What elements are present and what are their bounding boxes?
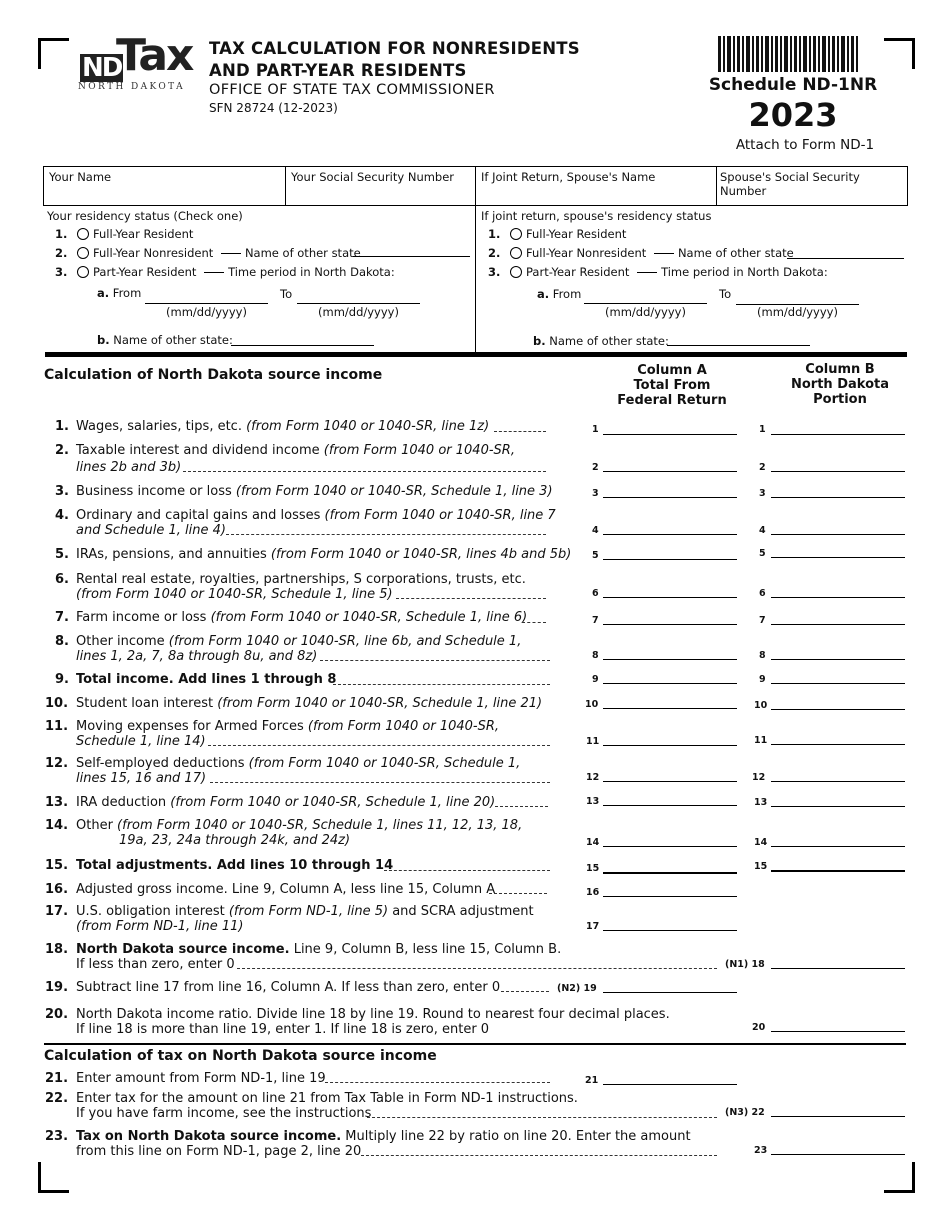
- line-source: (from Form 1040 or 1040-SR, line 1z): [246, 419, 490, 434]
- radio-full-year-resident[interactable]: [77, 228, 89, 240]
- leader-dots: [489, 893, 547, 894]
- line-12-cont: [76, 771, 206, 786]
- line-20: [45, 1007, 670, 1022]
- line-text: Multiply line 22 by ratio on line 20. Enter the amount: [341, 1129, 691, 1144]
- line-7-column-b-input[interactable]: [771, 624, 905, 625]
- line-13-column-a-input[interactable]: [603, 805, 737, 806]
- line-6-cont: [76, 587, 393, 602]
- line-source: (from Form 1040 or 1040-SR, Schedule 1, line 5): [76, 587, 393, 602]
- line-source: (from Form 1040 or 1040-SR,: [307, 719, 500, 734]
- option-number: 3.: [55, 265, 68, 279]
- box-number: 11: [754, 735, 768, 746]
- line-11-column-a-input[interactable]: [603, 745, 737, 746]
- leader-dots: [210, 782, 550, 783]
- line-text: Rental real estate, royalties, partnerships, S corporations, trusts, etc.: [76, 572, 526, 587]
- leader-dots: [183, 471, 546, 472]
- residency-option-3[interactable]: [55, 265, 395, 279]
- leader-dots: [495, 806, 548, 807]
- box-number: 7: [592, 615, 599, 626]
- box-number: 23: [754, 1145, 768, 1156]
- leader-dots: [208, 745, 550, 746]
- box-number: 2: [759, 462, 766, 473]
- line-text: and SCRA adjustment: [388, 904, 534, 919]
- line-source: lines 2b and 3b): [76, 460, 182, 475]
- line-source: (from Form 1040 or 1040-SR, line 7: [324, 508, 556, 523]
- b-label: b.: [97, 333, 110, 347]
- corner-mark-top-right: [884, 38, 915, 69]
- box-number: 9: [592, 674, 599, 685]
- office-name: OFFICE OF STATE TAX COMMISSIONER: [209, 82, 495, 98]
- line-10-column-a-input[interactable]: [603, 708, 737, 709]
- line-source: (from Form 1040 or 1040-SR, Schedule 1, lines 11, 12, 13, 18,: [117, 818, 523, 833]
- line-19: [45, 980, 500, 995]
- leader-dots: [361, 1155, 717, 1156]
- line-text: Business income or loss: [76, 484, 236, 499]
- line-14-column-b-input[interactable]: [771, 846, 905, 847]
- spouse-from-date-input[interactable]: [584, 303, 707, 304]
- line-12: [45, 756, 520, 771]
- line-11: [45, 719, 499, 734]
- line-3-column-a-input[interactable]: [603, 497, 737, 498]
- line-8-column-b-input[interactable]: [771, 659, 905, 660]
- line-number: 17.: [45, 904, 69, 919]
- column-b-line2: North Dakota: [791, 377, 889, 392]
- line-4-column-b-input[interactable]: [771, 534, 905, 535]
- line-text: Self-employed deductions: [76, 756, 249, 771]
- barcode: [718, 36, 858, 72]
- leader-dots: [384, 870, 550, 871]
- line-21: [45, 1071, 326, 1086]
- residency-heading: Your residency status (Check one): [47, 209, 243, 223]
- sfn-number: SFN 28724 (12-2023): [209, 101, 338, 115]
- line-1: [55, 419, 489, 434]
- line-source: (from Form 1040 or 1040-SR,: [323, 443, 515, 458]
- line-number: 9.: [55, 672, 69, 687]
- line-13-column-b-input[interactable]: [771, 806, 905, 807]
- box-number: 2: [592, 462, 599, 473]
- line-text: Subtract line 17 from line 16, Column A. If less than zero, enter 0: [76, 980, 501, 995]
- line-5-column-a-input[interactable]: [603, 559, 737, 560]
- line-number: 14.: [45, 818, 69, 833]
- line-text: Total adjustments. Add lines 10 through 14: [76, 858, 394, 873]
- box-number: 4: [592, 525, 599, 536]
- spouse-residency-option-3[interactable]: [488, 265, 828, 279]
- column-b-line3: Portion: [813, 392, 867, 407]
- line-source: and Schedule 1, line 4): [76, 523, 226, 538]
- leader-dots: [522, 622, 546, 623]
- other-state-label: [97, 333, 233, 347]
- spouse-part-year-other-state-input[interactable]: [667, 345, 810, 346]
- line-number: 16.: [45, 882, 69, 897]
- line-number: 10.: [45, 696, 69, 711]
- from-text: From: [112, 286, 142, 300]
- line-number: 8.: [55, 634, 69, 649]
- line-text: U.S. obligation interest: [76, 904, 229, 919]
- a-label: a.: [97, 286, 110, 300]
- corner-mark-top-left: [38, 38, 69, 69]
- line-source: lines 1, 2a, 7, 8a through 8u, and 8z): [76, 649, 318, 664]
- box-number: 11: [586, 736, 600, 747]
- line-5: [55, 547, 571, 562]
- box-number: 3: [759, 488, 766, 499]
- box-number: 16: [586, 887, 600, 898]
- part-year-other-state-input[interactable]: [231, 345, 374, 346]
- line-17-cont: [76, 919, 243, 934]
- box-number: 15: [586, 863, 600, 874]
- residency-thick-rule: [45, 352, 907, 357]
- other-state-input[interactable]: [353, 256, 470, 257]
- leader-dots: [320, 660, 550, 661]
- line-17-column-a-input[interactable]: [603, 930, 737, 931]
- line-number: 22.: [45, 1091, 69, 1106]
- line-number: 13.: [45, 795, 69, 810]
- residency-option-1[interactable]: [55, 227, 193, 241]
- line-text: If line 18 is more than line 19, enter 1. If line 18 is zero, enter 0: [76, 1022, 490, 1037]
- line-15-column-a-input[interactable]: [603, 872, 737, 874]
- line-4-cont: [76, 523, 226, 538]
- logo-tax-text: Tax: [116, 30, 193, 81]
- spouse-residency-option-2[interactable]: [488, 246, 794, 260]
- radio-full-year-nonresident[interactable]: [77, 247, 89, 259]
- line-number: 4.: [55, 508, 69, 523]
- line-14: [45, 818, 522, 833]
- line-8-column-a-input[interactable]: [603, 659, 737, 660]
- other-state-text: Name of other state:: [549, 334, 669, 348]
- line-12-column-a-input[interactable]: [603, 781, 737, 782]
- your-ssn-field[interactable]: Your Social Security Number: [291, 170, 455, 184]
- line-6: [55, 572, 526, 587]
- box-number: 21: [585, 1075, 599, 1086]
- line-text: Enter amount from Form ND-1, line 19: [76, 1071, 326, 1086]
- line-text: Other: [76, 818, 118, 833]
- line-22: [45, 1091, 578, 1106]
- line-6-column-a-input[interactable]: [603, 597, 737, 598]
- box-number: 12: [752, 772, 766, 783]
- line-text: North Dakota income ratio. Divide line 18 by line 19. Round to nearest four decimal places.: [76, 1007, 670, 1022]
- line-text: Moving expenses for Armed Forces: [76, 719, 308, 734]
- divider: [285, 166, 286, 206]
- b-label: b.: [533, 334, 546, 348]
- box-number: 20: [752, 1022, 766, 1033]
- line-text: If you have farm income, see the instructions: [76, 1106, 372, 1121]
- corner-mark-bottom-left: [38, 1162, 69, 1193]
- line-2-column-a-input[interactable]: [603, 471, 737, 472]
- radio-spouse-full-year-resident[interactable]: [510, 228, 522, 240]
- line-9-column-b-input[interactable]: [771, 683, 905, 684]
- line-23: [45, 1129, 691, 1144]
- a-label: a.: [537, 287, 550, 301]
- box-number: (N3) 22: [725, 1107, 765, 1118]
- line-text: Enter tax for the amount on line 21 from Tax Table in Form ND-1 instructions.: [76, 1091, 578, 1106]
- section-tax-heading: Calculation of tax on North Dakota source income: [44, 1048, 437, 1064]
- spouse-from-label: [537, 287, 581, 301]
- dash-connector: [221, 253, 241, 254]
- line-source: lines 15, 16 and 17): [76, 771, 207, 786]
- date-format-hint: (mm/dd/yyyy): [166, 305, 247, 319]
- logo-nd-text: ND: [82, 53, 122, 83]
- column-a-line2: Total From: [633, 378, 711, 393]
- line-16-column-a-input[interactable]: [603, 896, 737, 897]
- box-number: 7: [759, 615, 766, 626]
- line-number: 19.: [45, 980, 69, 995]
- line-text: Farm income or loss: [76, 610, 211, 625]
- box-number: 10: [585, 699, 599, 710]
- line-number: 1.: [55, 419, 69, 434]
- to-label: To: [280, 287, 293, 301]
- box-number: 13: [586, 796, 600, 807]
- line-14-cont: [119, 833, 350, 848]
- form-title-line1: TAX CALCULATION FOR NONRESIDENTS: [209, 39, 580, 58]
- form-title-line2: AND PART-YEAR RESIDENTS: [209, 61, 467, 80]
- line-number: 5.: [55, 547, 69, 562]
- option-label: Part-Year Resident: [93, 265, 197, 279]
- line-11-cont: [76, 734, 206, 749]
- spouse-other-state-label: [533, 334, 669, 348]
- line-8-cont: [76, 649, 317, 664]
- box-number: 4: [759, 525, 766, 536]
- line-text: Total income. Add lines 1 through 8: [76, 672, 337, 687]
- line-text-bold: Tax on North Dakota source income.: [76, 1129, 342, 1144]
- line-text: Line 9, Column B, less line 15, Column B.: [289, 942, 562, 957]
- line-source: (from Form 1040 or 1040-SR, Schedule 1, line 3): [235, 484, 553, 499]
- line-number: 23.: [45, 1129, 69, 1144]
- line-16: [45, 882, 495, 897]
- attach-note: Attach to Form ND-1: [735, 137, 875, 153]
- column-b-line1: Column B: [805, 362, 875, 377]
- schedule-name: Schedule ND-1NR: [708, 75, 878, 95]
- option-label: Full-Year Resident: [93, 227, 194, 241]
- leader-dots: [367, 1117, 717, 1118]
- dash-connector: [654, 253, 674, 254]
- date-format-hint: (mm/dd/yyyy): [318, 305, 399, 319]
- from-date-input[interactable]: [145, 303, 268, 304]
- line-19-column-a-input[interactable]: [603, 992, 737, 993]
- line-source: (from Form ND-1, line 5): [228, 904, 389, 919]
- line-4: [55, 508, 556, 523]
- line-7-column-a-input[interactable]: [603, 624, 737, 625]
- line-13: [45, 795, 495, 810]
- box-number: 8: [592, 650, 599, 661]
- box-number: (N1) 18: [725, 959, 765, 970]
- line-number: 15.: [45, 858, 69, 873]
- line-2-cont: [76, 460, 181, 475]
- box-number: 13: [754, 797, 768, 808]
- option-suffix: Time period in North Dakota:: [661, 265, 828, 279]
- option-label: Part-Year Resident: [526, 265, 630, 279]
- divider: [716, 166, 717, 206]
- line-source: (from Form 1040 or 1040-SR, Schedule 1, line 21): [217, 696, 543, 711]
- line-number: 21.: [45, 1071, 69, 1086]
- option-suffix: Name of other state: [677, 246, 794, 260]
- line-number: 3.: [55, 484, 69, 499]
- line-8: [55, 634, 521, 649]
- from-label: [97, 286, 141, 300]
- line-11-column-b-input[interactable]: [771, 744, 905, 745]
- box-number: 15: [754, 861, 768, 872]
- leader-dots: [325, 1082, 550, 1083]
- option-label: Full-Year Resident: [526, 227, 627, 241]
- line-6-column-b-input[interactable]: [771, 597, 905, 598]
- line-9: [55, 672, 336, 687]
- box-number: 1: [759, 424, 766, 435]
- spouse-ssn-field[interactable]: Spouse's Social Security Number: [720, 170, 860, 198]
- line-12-column-b-input[interactable]: [771, 781, 905, 782]
- box-number: 9: [759, 674, 766, 685]
- leader-dots: [237, 968, 717, 969]
- line-source: (from Form 1040 or 1040-SR, line 6b, and Schedule 1,: [168, 634, 522, 649]
- divider: [475, 166, 476, 206]
- dash-connector: [637, 272, 657, 273]
- leader-dots: [333, 684, 550, 685]
- from-text: From: [552, 287, 582, 301]
- column-a-line3: Federal Return: [617, 393, 727, 408]
- to-date-input[interactable]: [297, 303, 420, 304]
- nd-tax-logo: [78, 30, 193, 94]
- other-state-text: Name of other state:: [113, 333, 233, 347]
- line-22-column-b-input[interactable]: [771, 1116, 905, 1117]
- divider: [475, 206, 476, 352]
- radio-spouse-part-year-resident[interactable]: [510, 266, 522, 278]
- box-number: 10: [754, 700, 768, 711]
- your-name-field[interactable]: Your Name: [49, 170, 112, 184]
- line-15-column-b-input[interactable]: [771, 870, 905, 872]
- column-a-heading: [602, 363, 742, 408]
- line-number: 2.: [55, 443, 69, 458]
- box-number: 14: [754, 837, 768, 848]
- line-text: Student loan interest: [76, 696, 218, 711]
- line-source: Schedule 1, line 14): [76, 734, 206, 749]
- box-number: 5: [592, 550, 599, 561]
- line-number: 12.: [45, 756, 69, 771]
- tax-year: 2023: [748, 96, 838, 134]
- box-number: 8: [759, 650, 766, 661]
- line-text: IRAs, pensions, and annuities: [76, 547, 271, 562]
- line-20-cont: [76, 1022, 489, 1037]
- leader-dots: [226, 534, 546, 535]
- line-2: [55, 443, 515, 458]
- corner-mark-bottom-right: [884, 1162, 915, 1193]
- line-23-cont: [76, 1144, 361, 1159]
- date-format-hint: (mm/dd/yyyy): [605, 305, 686, 319]
- line-source: (from Form 1040 or 1040-SR, lines 4b and 5b): [270, 547, 572, 562]
- option-number: 2.: [55, 246, 68, 260]
- line-9-column-a-input[interactable]: [603, 683, 737, 684]
- line-text: If less than zero, enter 0: [76, 957, 235, 972]
- line-7: [55, 610, 527, 625]
- spouse-to-label: To: [719, 287, 732, 301]
- line-5-column-b-input[interactable]: [771, 557, 905, 558]
- radio-part-year-resident[interactable]: [77, 266, 89, 278]
- line-text: from this line on Form ND-1, page 2, line 20: [76, 1144, 362, 1159]
- line-10: [45, 696, 542, 711]
- line-3: [55, 484, 553, 499]
- leader-dots: [494, 431, 546, 432]
- box-number: 3: [592, 488, 599, 499]
- box-number: 14: [586, 837, 600, 848]
- option-suffix: Time period in North Dakota:: [228, 265, 395, 279]
- box-number: (N2) 19: [557, 983, 597, 994]
- line-text: Other income: [76, 634, 169, 649]
- box-number: 12: [586, 772, 600, 783]
- line-source: (from Form 1040 or 1040-SR, Schedule 1, line 6): [210, 610, 528, 625]
- spouse-residency-heading: If joint return, spouse's residency status: [481, 209, 712, 223]
- line-source: 19a, 23, 24a through 24k, and 24z): [119, 833, 351, 848]
- line-22-cont: [76, 1106, 371, 1121]
- line-number: 6.: [55, 572, 69, 587]
- section-source-income-heading: Calculation of North Dakota source income: [44, 367, 383, 383]
- line-15: [45, 858, 393, 873]
- date-format-hint: (mm/dd/yyyy): [757, 305, 838, 319]
- line-1-column-b-input[interactable]: [771, 434, 905, 435]
- box-number: 6: [592, 588, 599, 599]
- line-text: Wages, salaries, tips, etc.: [76, 419, 247, 434]
- dash-connector: [204, 272, 224, 273]
- line-20-column-b-input[interactable]: [771, 1031, 905, 1032]
- line-4-column-a-input[interactable]: [603, 534, 737, 535]
- line-source: (from Form ND-1, line 11): [76, 919, 244, 934]
- option-number: 2.: [488, 246, 501, 260]
- box-number: 17: [586, 921, 600, 932]
- line-text-bold: North Dakota source income.: [76, 942, 290, 957]
- line-17: [45, 904, 534, 919]
- line-1-column-a-input[interactable]: [603, 434, 737, 435]
- line-number: 7.: [55, 610, 69, 625]
- line-text: Taxable interest and dividend income: [76, 443, 324, 458]
- leader-dots: [396, 598, 546, 599]
- line-text: Adjusted gross income. Line 9, Column A, less line 15, Column A: [76, 882, 496, 897]
- logo-state-text: NORTH DAKOTA: [78, 82, 185, 92]
- line-18-column-b-input[interactable]: [771, 968, 905, 969]
- box-number: 5: [759, 548, 766, 559]
- box-number: 6: [759, 588, 766, 599]
- option-number: 1.: [55, 227, 68, 241]
- line-3-column-b-input[interactable]: [771, 497, 905, 498]
- line-21-column-a-input[interactable]: [603, 1084, 737, 1085]
- line-number: 11.: [45, 719, 69, 734]
- option-label: Full-Year Nonresident: [526, 246, 647, 260]
- line-source: (from Form 1040 or 1040-SR, Schedule 1, line 20): [170, 795, 496, 810]
- spouse-name-field[interactable]: If Joint Return, Spouse's Name: [481, 170, 656, 184]
- section-divider: [44, 1043, 906, 1045]
- column-b-heading: [770, 362, 910, 407]
- line-source: (from Form 1040 or 1040-SR, Schedule 1,: [248, 756, 521, 771]
- option-suffix: Name of other state: [244, 246, 361, 260]
- line-23-column-b-input[interactable]: [771, 1154, 905, 1155]
- residency-option-2[interactable]: [55, 246, 361, 260]
- option-label: Full-Year Nonresident: [93, 246, 214, 260]
- leader-dots: [501, 991, 549, 992]
- box-number: 1: [592, 424, 599, 435]
- line-number: 20.: [45, 1007, 69, 1022]
- line-2-column-b-input[interactable]: [771, 471, 905, 472]
- spouse-other-state-input[interactable]: [787, 258, 904, 259]
- line-18: [45, 942, 561, 957]
- line-14-column-a-input[interactable]: [603, 846, 737, 847]
- line-18-cont: [76, 957, 235, 972]
- line-number: 18.: [45, 942, 69, 957]
- line-10-column-b-input[interactable]: [771, 709, 905, 710]
- line-text: Ordinary and capital gains and losses: [76, 508, 325, 523]
- spouse-residency-option-1[interactable]: [488, 227, 626, 241]
- option-number: 3.: [488, 265, 501, 279]
- option-number: 1.: [488, 227, 501, 241]
- radio-spouse-full-year-nonresident[interactable]: [510, 247, 522, 259]
- column-a-line1: Column A: [637, 363, 707, 378]
- line-text: IRA deduction: [76, 795, 171, 810]
